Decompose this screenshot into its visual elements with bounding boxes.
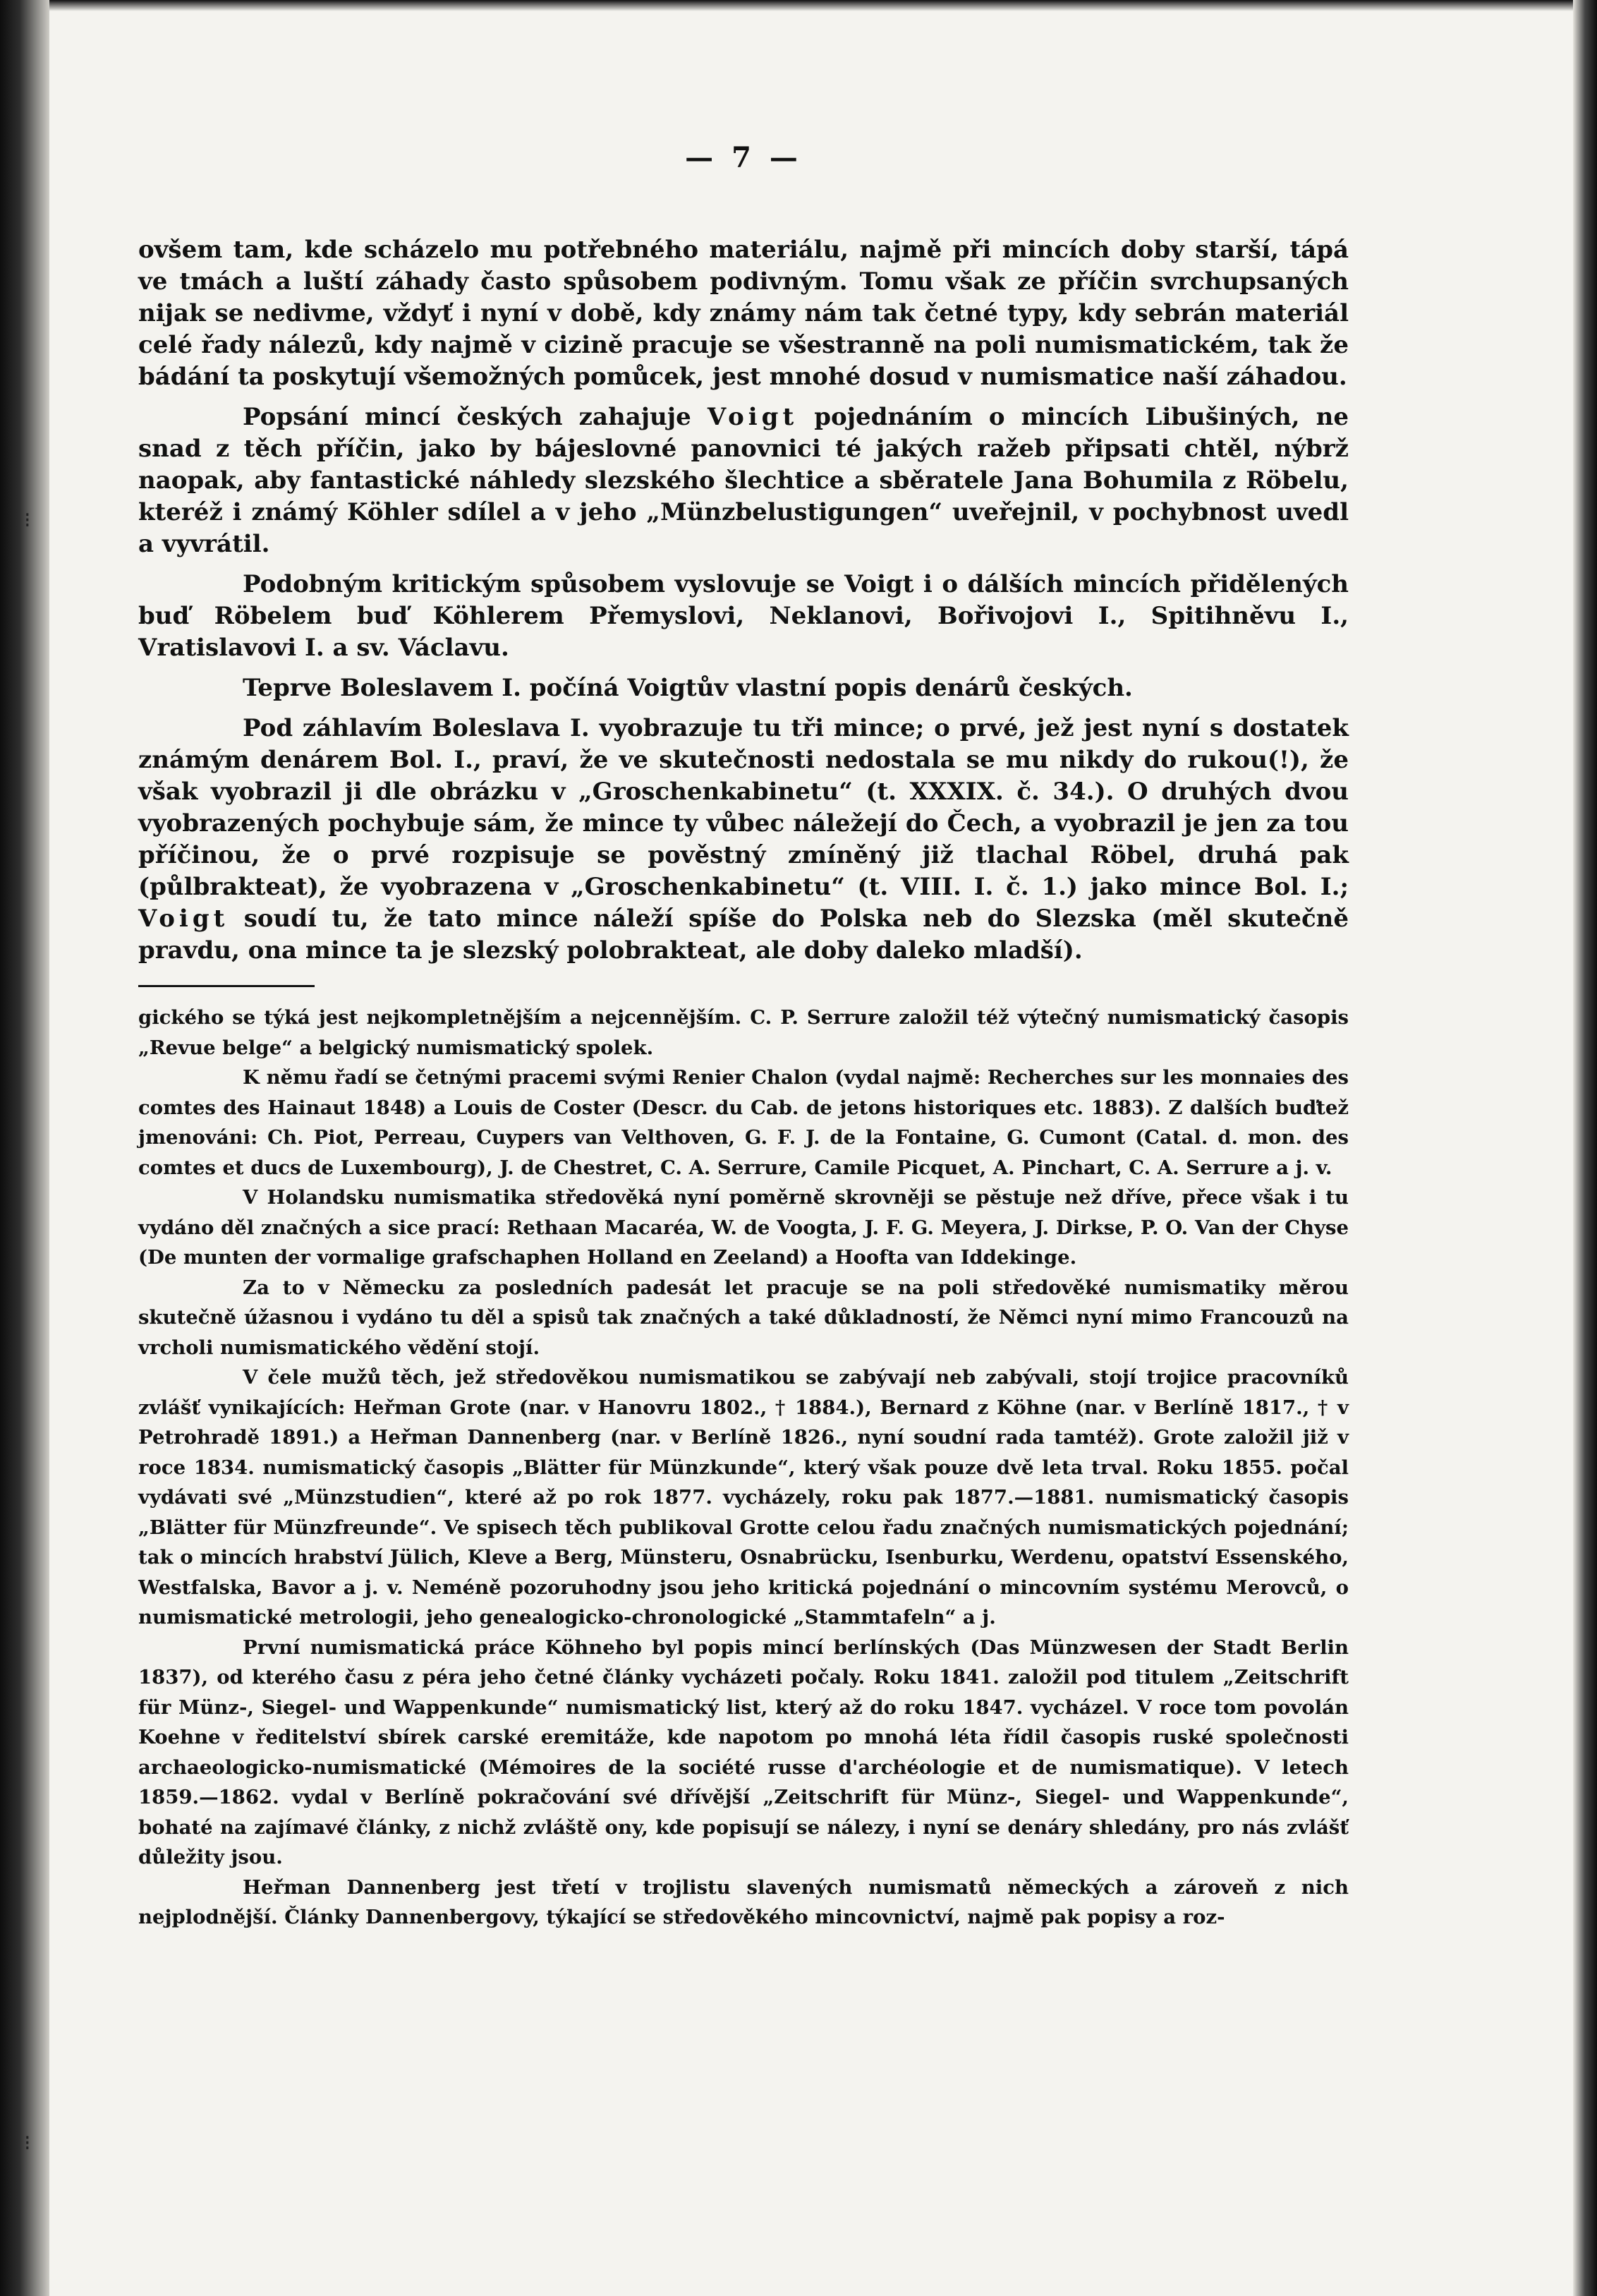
paragraph: Teprve Boleslavem I. počíná Voigtův vlastní popis denárů českých.	[243, 674, 1133, 702]
main-text	[138, 234, 1349, 967]
footnotes	[138, 1003, 1349, 1933]
footnote-paragraph: gického se týká jest nejkompletnějším a nejcennějším. C. P. Serrure založil též výtečný numismatický časopis „Revue belge“ a belgický numismatický spolek.	[138, 1006, 1349, 1059]
scan-top-edge	[0, 0, 1597, 11]
paragraph: ovšem tam, kde scházelo mu potřebného materiálu, najmě při mincích doby starší, tápá ve tmách a luští záhady často spůsobem podivným. Tomu však ze příčin svrchupsaných nijak se nedivme, vždyť i nyní v době, kdy známy nám tak četné typy, kdy sebrán materiál celé řady nálezů, kdy najmě v cizině pracuje se všestranně na poli numismatickém, tak že bádání ta poskytují všemožných pomůcek, jest mnohé dosud v numismatice naší záhadou.	[138, 236, 1349, 391]
footnote-divider	[138, 985, 315, 987]
margin-speck: ⁝	[24, 508, 31, 533]
footnote-paragraph: V čele mužů těch, jež středověkou numismatikou se zabývají neb zabývali, stojí trojice pracovníků zvlášť vynikajících: Heřman Grote (nar. v Hanovru 1802., † 1884.), Bernard z Köhne (nar. v Berlíně 1817., † v Petrohradě 1891.) a Heřman Dannenberg (nar. v Berlíně 1826., nyní soudní rada tamtéž). Grote založil již v roce 1834. numismatický časopis „Blätter für Münzkunde“, který však pouze dvě leta trval. Roku 1855. počal vydávati své „Münzstudien“, které až po rok 1877. vycházely, roku pak 1877.—1881. numismatický časopis „Blätter für Münzfreunde“. Ve spisech těch publikoval Grotte celou řadu značných numismatických pojednání; tak o mincích hrabství Jülich, Kleve a Berg, Münsteru, Osnabrücku, Isenburku, Werdenu, opatství Essenského, Westfalska, Bavor a j. v. Neméně pozoruhodny jsou jeho kritická pojednání o mincovním systému Merovců, o numismatické metrologii, jeho genealogicko-chronologické „Stammtafeln“ a j.	[138, 1366, 1349, 1629]
paragraph-text: soudí tu, že tato mince náleží spíše do Polska neb do Slezska (měl skutečně pravdu, ona mince ta je slezský polobrakteat, ale doby daleko mladší).	[138, 905, 1349, 965]
page-content	[138, 141, 1349, 1933]
page-number: — 7 —	[685, 141, 802, 174]
paragraph-text: Pod záhlavím Boleslava I. vyobrazuje tu tři mince; o prvé, jež jest nyní s dostatek známým denárem Bol. I., praví, že ve skutečnosti nedostala se mu nikdy do rukou(!), že však vyobrazil ji dle obrázku v „Groschenkabinetu“ (t. XXXIX. č. 34.). O druhých dvou vyobrazených pochybuje sám, že mince ty vůbec náležejí do Čech, a vyobrazil je jen za tou příčinou, že o prvé rozpisuje se pověstný zmíněný již tlachal Röbel, druhá pak (půlbrakteat), že vyobrazena v „Groschenkabinetu“ (t. VIII. I. č. 1.) jako mince Bol. I.;	[138, 714, 1349, 901]
scan-left-edge	[0, 0, 49, 2296]
paragraph	[138, 713, 1349, 967]
paragraph-text: Popsání mincí českých zahajuje	[243, 403, 708, 431]
paragraph: Podobným kritickým spůsobem vyslovuje se Voigt i o dálších mincích přidělených buď Röbelem buď Köhlerem Přemyslovi, Neklanovi, Bořivojovi I., Spitihněvu I., Vratislavovi I. a sv. Václavu.	[138, 570, 1349, 662]
scan-right-edge	[1573, 0, 1597, 2296]
footnote-paragraph: Heřman Dannenberg jest třetí v trojlistu slavených numismatů německých a zároveň z nich nejplodnější. Články Dannenbergovy, týkající se středověkého mincovnictví, najmě pak popisy a roz-	[138, 1875, 1349, 1928]
footnote-paragraph: Za to v Německu za posledních padesát let pracuje se na poli středověké numismatiky měrou skutečně úžasnou i vydáno tu děl a spisů tak značných a také důkladností, že Němci nyní mimo Francouzů na vrcholi numismatického vědění stojí.	[138, 1276, 1349, 1359]
paragraph-text: pojednáním o mincích Libušiných, ne snad z těch příčin, jako by bájeslovné panovnici té jakých ražeb připsati chtěl, nýbrž naopak, aby fantastické náhledy slezského šlechtice a sběratele Jana Bohumila z Röbelu, kteréž i známý Köhler sdílel a v jeho „Münzbelustigungen“ uveřejnil, v pochybnost uvedl a vyvrátil.	[138, 403, 1349, 558]
footnote-paragraph: K němu řadí se četnými pracemi svými Renier Chalon (vydal najmě: Recherches sur les monnaies des comtes des Hainaut 1848) a Louis de Coster (Descr. du Cab. de jetons historiques etc. 1883). Z dalších buďtež jmenováni: Ch. Piot, Perreau, Cuypers van Velthoven, G. F. J. de la Fontaine, G. Cumont (Catal. d. mon. des comtes et ducs de Luxembourg), J. de Chestret, C. A. Serrure, Camile Picquet, A. Pinchart, C. A. Serrure a j. v.	[138, 1066, 1349, 1179]
footnote-paragraph: První numismatická práce Köhneho byl popis mincí berlínských (Das Münzwesen der Stadt Berlin 1837), od kterého času z péra jeho četné články vycházeti počaly. Roku 1841. založil pod titulem „Zeitschrift für Münz-, Siegel- und Wappenkunde“ numismatický list, který až do roku 1847. vycházel. V roce tom povolán Koehne v ředitelství sbírek carské eremitáže, kde napotom po mnohá léta řídil časopis ruské společnosti archaeologicko-numismatické (Mémoires de la société russe d'archéologie et de numismatique). V letech 1859.—1862. vydal v Berlíně pokračování své dřívější „Zeitschrift für Münz-, Siegel- und Wappenkunde“, bohaté na zajímavé články, z nichž zvláště ony, kde popisují se nálezy, i nyní se denáry shledány, pro nás zvlášť důležity jsou.	[138, 1636, 1349, 1868]
author-name-spaced: Voigt	[138, 905, 229, 933]
paragraph	[138, 401, 1349, 560]
author-name-spaced: Voigt	[707, 403, 798, 431]
margin-speck: ⁝	[24, 2131, 31, 2156]
footnote-paragraph: V Holandsku numismatika středověká nyní poměrně skrovněji se pěstuje než dříve, přece však i tu vydáno děl značných a sice prací: Rethaan Macaréa, W. de Voogta, J. F. G. Meyera, J. Dirkse, P. O. Van der Chyse (De munten der vormalige grafschaphen Holland en Zeeland) a Hoofta van Iddekinge.	[138, 1186, 1349, 1269]
